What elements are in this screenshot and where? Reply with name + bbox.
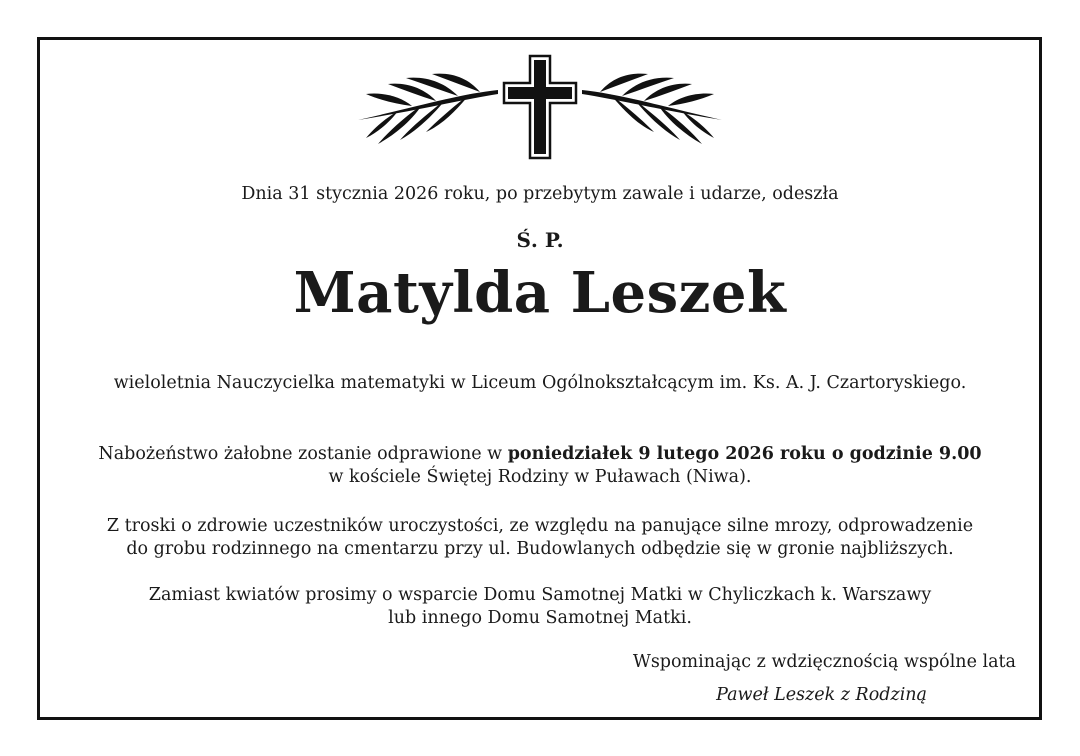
- donation-line-2: lub innego Domu Samotnej Matki.: [388, 608, 692, 628]
- death-announcement: Dnia 31 stycznia 2026 roku, po przebytym zawale i udarze, odeszła: [241, 184, 839, 204]
- burial-line-2: do grobu rodzinnego na cmentarzu przy ul. Budowlanych odbędzie się w gronie najbliższych.: [126, 539, 954, 559]
- cross-icon: [504, 56, 576, 158]
- donation-line-1: Zamiast kwiatów prosimy o wsparcie Domu Samotnej Matki w Chyliczkach k. Warszawy: [148, 585, 932, 605]
- service-line-2: w kościele Świętej Rodziny w Puławach (Niwa).: [328, 467, 752, 487]
- remembrance-text: Wspominając z wdzięcznością wspólne lata: [632, 652, 1016, 672]
- cross-with-olive-branches-icon: [340, 48, 740, 163]
- burial-line-1: Z troski o zdrowie uczestników uroczystości, ze względu na panujące silne mrozy, odprowadzenie: [106, 516, 974, 536]
- service-date: poniedziałek 9 lutego 2026 roku o godzinie 9.00: [507, 444, 982, 464]
- service-line-1: [0, 443, 1080, 465]
- right-branch-icon: [582, 74, 722, 144]
- prefix-sp: Ś. P.: [516, 228, 564, 252]
- description: wieloletnia Nauczycielka matematyki w Liceum Ogólnokształcącym im. Ks. A. J. Czartoryskiego.: [113, 373, 967, 393]
- service-text: Nabożeństwo żałobne zostanie odprawione w: [98, 444, 508, 464]
- left-branch-icon: [358, 74, 498, 144]
- deceased-name: Matylda Leszek: [293, 260, 787, 326]
- signature: Paweł Leszek z Rodziną: [716, 685, 927, 705]
